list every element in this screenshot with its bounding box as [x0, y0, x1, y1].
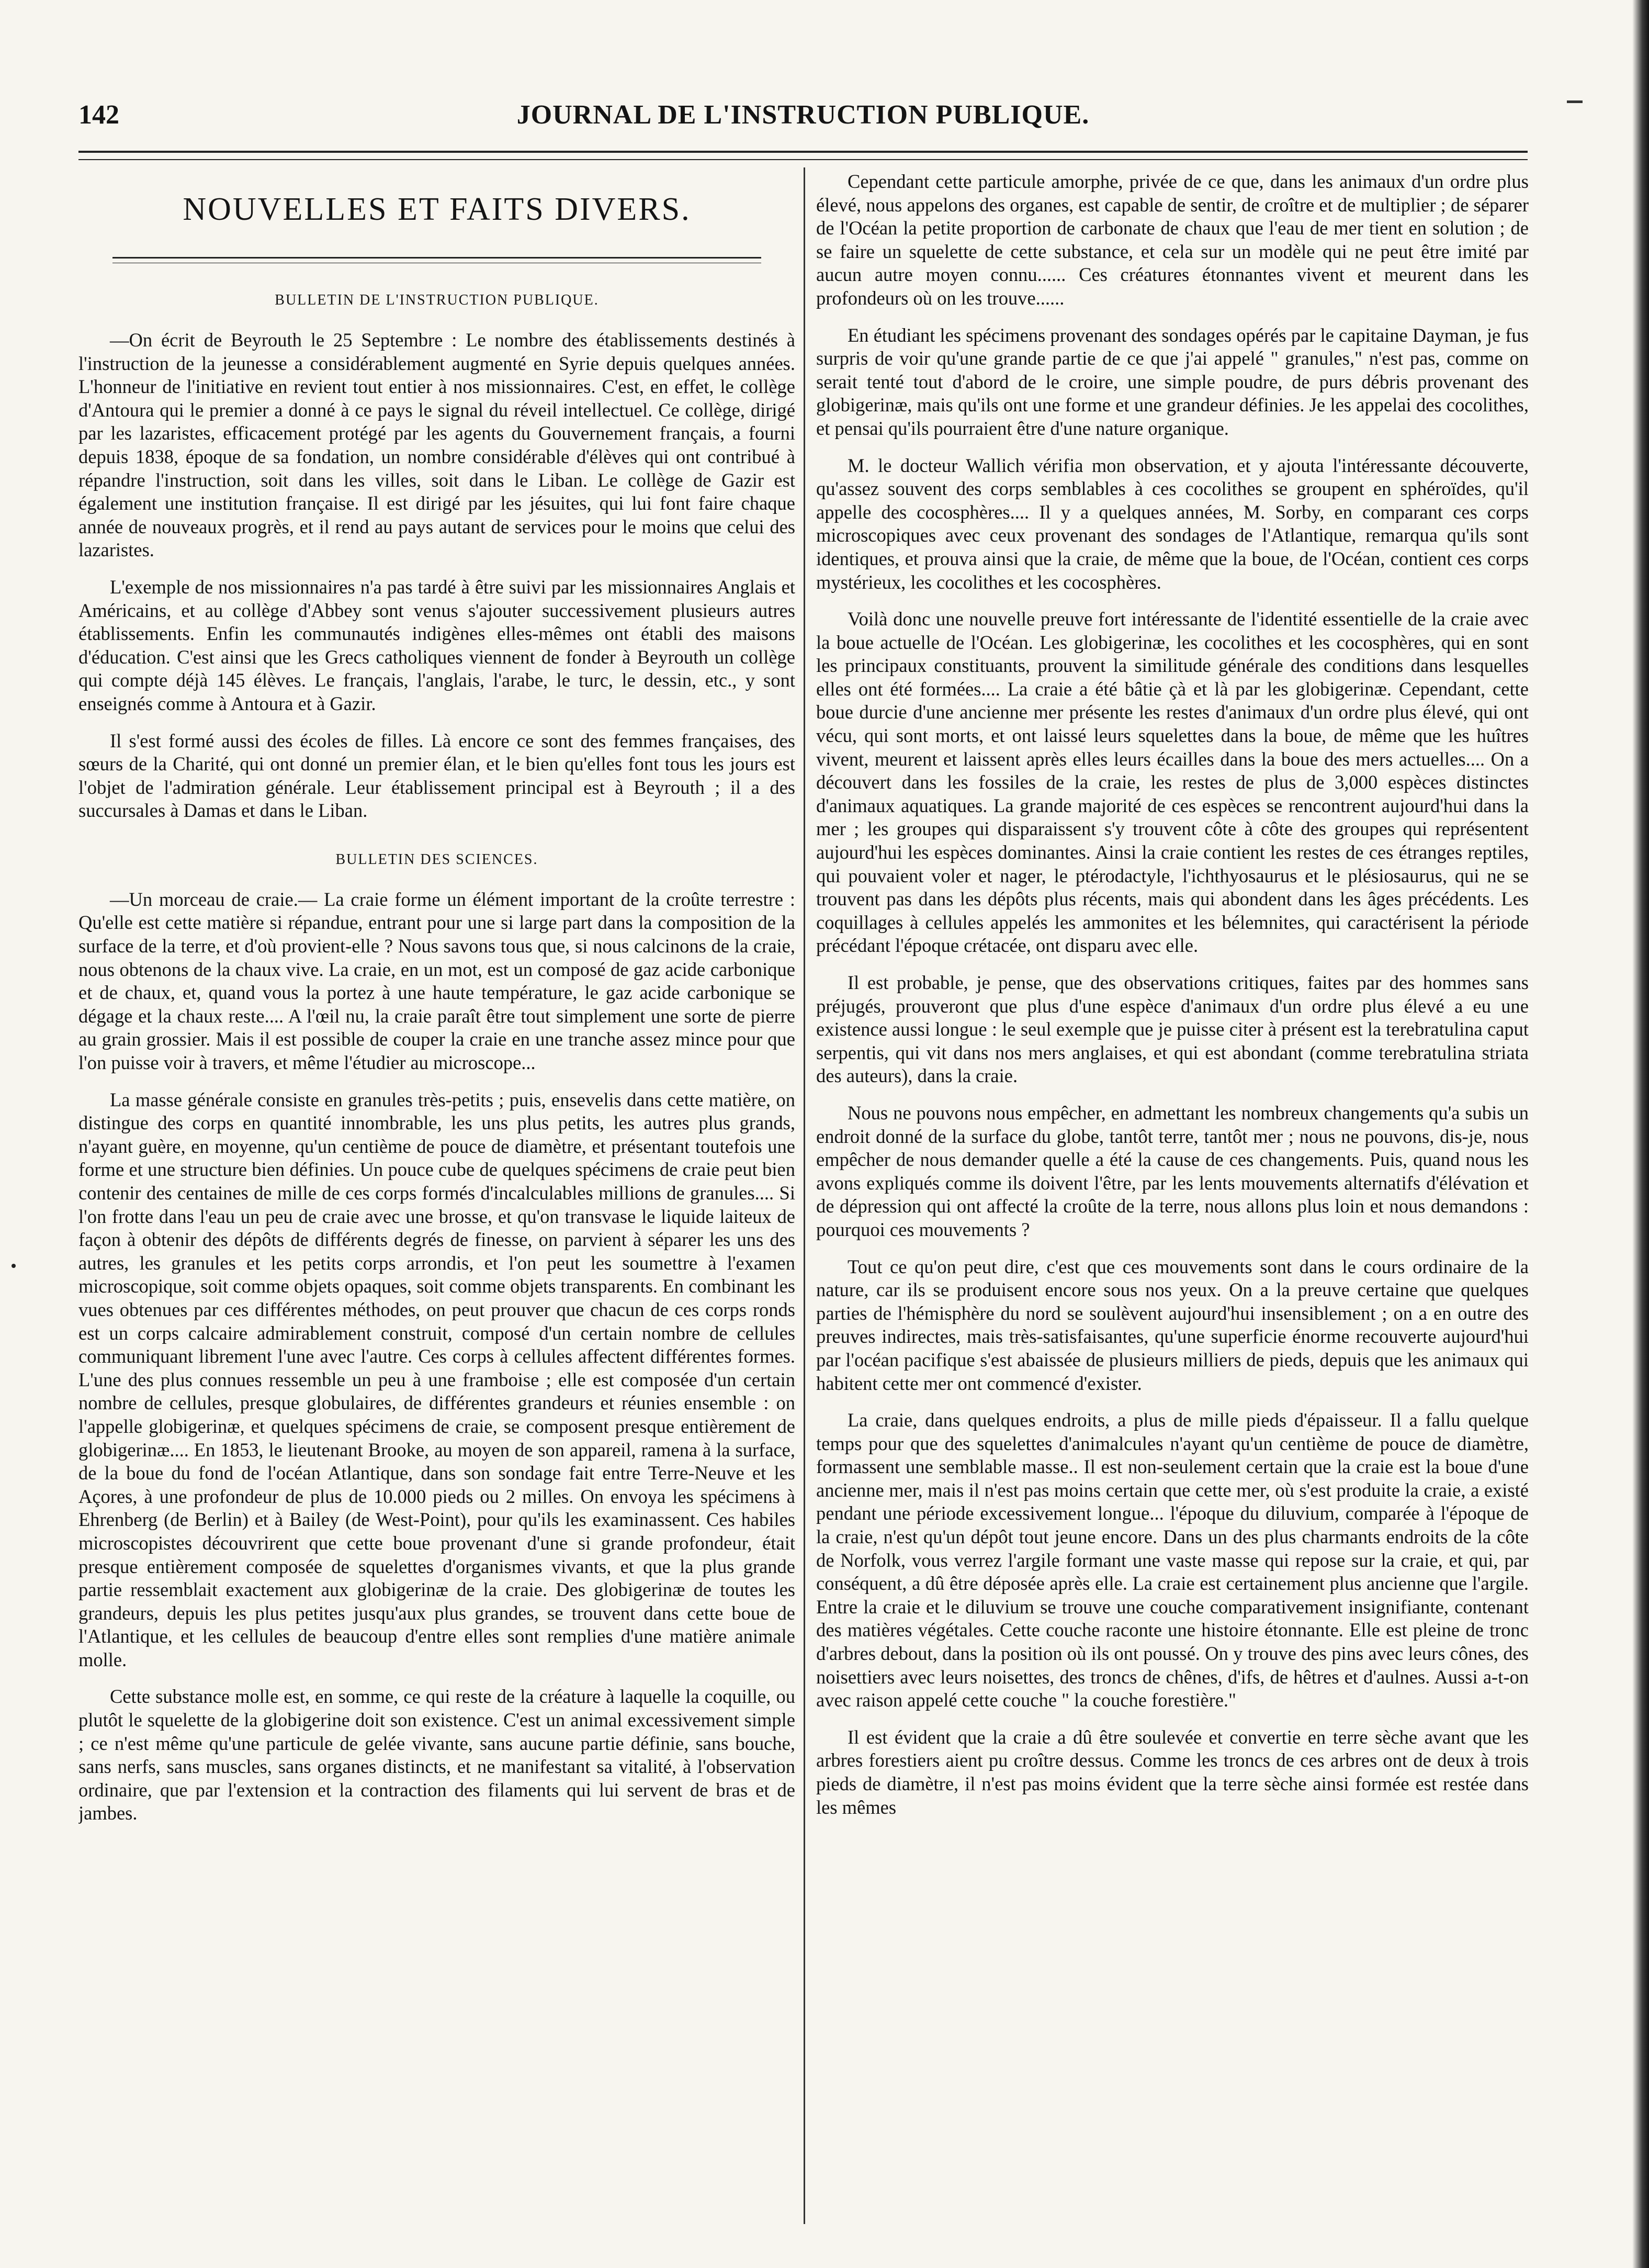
page-header [78, 99, 1528, 136]
header-rule [78, 151, 1528, 160]
left-column [78, 170, 795, 2221]
page-edge [1632, 0, 1649, 2268]
section-rule [112, 257, 761, 263]
bulletin-instruction-heading: BULLETIN DE L'INSTRUCTION PUBLIQUE. [275, 292, 599, 308]
paragraph: —Un morceau de craie.— La craie forme un élément important de la croûte terrestre : Qu'elle est cette matière si répandue, entrant pour une si large part dans la composition de la surface de la terre, et d'où provient-elle ? Nous savons tous que, si nous calcinons de la craie, nous obtenons de la chaux vive. La craie, en un mot, est un composé de gaz acide carbonique et de chaux, et, quand vous la portez à une haute température, le gaz acide carbonique se dégage et la chaux reste.... A l'œil nu, la craie paraît être tout simplement une sorte de pierre au grain grossier. Mais il est possible de couper la craie en une tranche assez mince pour que l'on puisse voir à travers, et même l'étudier au microscope... [78, 888, 795, 1074]
paragraph: La masse générale consiste en granules très-petits ; puis, ensevelis dans cette matière, on distingue des corps en quantité innombrable, les uns plus petits, les autres plus grands, n'ayant guère, en moyenne, qu'un centième de pouce de diamètre, et présentant toutefois une forme et une structure bien définies. Un pouce cube de quelques spécimens de craie peut bien contenir des centaines de mille de ces corps formés d'incalculables millions de granules.... Si l'on frotte dans l'eau un peu de craie avec une brosse, et qu'on transvase le liquide laiteux de façon à obtenir des dépôts de différents degrés de finesse, on parvient à séparer les uns des autres, les granules et les petits corps arrondis, et l'on peut les soumettre à l'examen microscopique, soit comme objets opaques, soit comme objets transparents. En combinant les vues obtenues par ces différentes méthodes, on peut prouver que chacun de ces corps ronds est un corps calcaire admirablement construit, composé d'un certain nombre de cellules communiquant librement l'une avec l'autre. Ces corps à cellules affectent différentes formes. L'une des plus connues ressemble un peu à une framboise ; elle est composée d'un certain nombre de cellules, presque globulaires, de différentes grandeurs et réunies ensemble : on l'appelle globigerinæ, et quelques spécimens de craie, se composent presque entièrement de globigerinæ.... En 1853, le lieutenant Brooke, au moyen de son appareil, ramena à la surface, de la boue du fond de l'océan Atlantique, dans son sondage fait entre Terre-Neuve et les Açores, à une profondeur de plus de 10.000 pieds ou 2 milles. On envoya les spécimens à Ehrenberg (de Berlin) et à Bailey (de West-Point), pour qu'ils les examinassent. Ces habiles microscopistes découvrirent que cette boue provenant d'une si grande profondeur, était presque entièrement composée de squelettes d'organismes vivants, et que la plus grande partie ressemblait exactement aux globigerinæ de la craie. Des globigerinæ de toutes les grandeurs, depuis les plus petites jusqu'aux plus grandes, se trouvent dans cette boue de l'Atlantique, et les cellules de beaucoup d'entre elles sont remplies d'une matière animale molle. [78, 1088, 795, 1670]
right-column [816, 170, 1529, 2227]
paragraph: En étudiant les spécimens provenant des sondages opérés par le capitaine Dayman, je fus surpris de voir qu'une grande partie de ce que j'ai appelé " granules," n'est pas, comme on serait tenté tout d'abord de le croire, une simple poudre, de purs débris provenant des globigerinæ, mais qu'ils ont une forme et une grandeur définies. Je les appelai des cocolithes, et pensai qu'ils pourraient être d'une nature organique. [816, 324, 1529, 439]
paragraph: Il est évident que la craie a dû être soulevée et convertie en terre sèche avant que les arbres forestiers aient pu croître dessus. Comme les troncs de ces arbres ont de deux à trois pieds de diamètre, il n'est pas moins évident que la terre sèche ainsi formée est restée dans les mêmes [816, 1726, 1529, 1818]
paragraph: Il s'est formé aussi des écoles de filles. Là encore ce sont des femmes françaises, des sœurs de la Charité, qui ont donné un premier élan, et le bien qu'elles font tous les jours est l'objet de l'admiration générale. Leur établissement principal est à Beyrouth ; il a des succursales à Damas et dans le Liban. [78, 729, 795, 822]
section-title: NOUVELLES ET FAITS DIVERS. [183, 192, 691, 227]
journal-title: JOURNAL DE L'INSTRUCTION PUBLIQUE. [516, 100, 1090, 130]
bulletin-sciences-heading: BULLETIN DES SCIENCES. [335, 851, 538, 868]
paragraph: Nous ne pouvons nous empêcher, en admettant les nombreux changements qu'a subis un endroit donné de la surface du globe, tantôt terre, tantôt mer ; nous ne pouvons, dis-je, nous empêcher de nous demander quelle a été la cause de ces changements. Puis, quand nous les avons expliqués comme ils doivent l'être, par les lents mouvements alternatifs d'élévation et de dépression qui ont affecté la croûte de la terre, nous allons plus loin et nous demandons : pourquoi ces mouvements ? [816, 1102, 1529, 1240]
page-number: 142 [78, 100, 119, 130]
paragraph: La craie, dans quelques endroits, a plus de mille pieds d'épaisseur. Il a fallu quelque temps pour que des squelettes d'animalcules n'ayant qu'un centième de pouce de diamètre, formassent une semblable masse.. Il est non-seulement certain que la craie est la boue d'une ancienne mer, mais il n'est pas moins certain que cette mer, où s'est produite la craie, a existé pendant une période excessivement longue... l'époque du diluvium, comparée à l'époque de la craie, n'est qu'un dépôt tout jeune encore. Dans un des plus charmants endroits de la côte de Norfolk, vous verrez l'argile formant une vaste masse qui repose sur la craie, et qui, par conséquent, a dû être déposée après elle. La craie est certainement plus ancienne que l'argile. Entre la craie et le diluvium se trouve une couche comparativement insignifiante, contenant des matières végétales. Cette couche raconte une histoire étonnante. Elle est pleine de tronc d'arbres debout, dans la position où ils ont poussé. On y trouve des pins avec leurs cônes, des noisettiers avec leurs noisettes, des troncs de chênes, d'ifs, de hêtres et d'aulnes. Aussi a-t-on avec raison appelé cette couche " la couche forestière." [816, 1409, 1529, 1711]
paragraph: —On écrit de Beyrouth le 25 Septembre : Le nombre des établissements destinés à l'instruction de la jeunesse a considérablement augmenté en Syrie depuis quelques années. L'honneur de l'initiative en revient tout entier à nos missionnaires. C'est, en effet, le collège d'Antoura qui le premier a donné à ce pays le signal du réveil intellectuel. Ce collège, dirigé par les lazaristes, efficacement protégé par les agents du Gouvernement français, a fourni depuis 1838, époque de sa fondation, un nombre considérable d'élèves qui ont contribué à répandre l'instruction, soit dans les villes, soit dans le Liban. Le collège de Gazir est également une institution française. Il est dirigé par les jésuites, qui lui font faire chaque année de nouveaux progrès, et il rend au pays autant de services pour le moins que celui des lazaristes. [78, 329, 795, 561]
paragraph: L'exemple de nos missionnaires n'a pas tardé à être suivi par les missionnaires Anglais et Américains, et au collège d'Abbey sont venus s'ajouter successivement plusieurs autres établissements. Enfin les communautés indigènes elles-mêmes ont établi des maisons d'éducation. C'est ainsi que les Grecs catholiques viennent de fonder à Beyrouth un collège qui compte déjà 145 élèves. Le français, l'anglais, l'arabe, le turc, le dessin, etc., y sont enseignés comme à Antoura et à Gazir. [78, 576, 795, 714]
paragraph: Cette substance molle est, en somme, ce qui reste de la créature à laquelle la coquille, ou plutôt le squelette de la globigerine doit son existence. C'est un animal excessivement simple ; ce n'est même qu'une particule de gelée vivante, sans aucune partie définie, sans bouche, sans nerfs, sans muscles, sans organes distincts, et ne manifestant sa vitalité, à l'observation ordinaire, que par l'extension et la contraction des filaments qui lui servent de bras et de jambes. [78, 1686, 795, 1824]
column-separator [804, 167, 805, 2224]
paragraph: Voilà donc une nouvelle preuve fort intéressante de l'identité essentielle de la craie avec la boue actuelle de l'Océan. Les globigerinæ, les cocolithes et les cocosphères, qui en sont les principaux constituants, prouvent la similitude générale des conditions dans lesquelles elles ont été formées.... La craie a été bâtie çà et là par les globigerinæ. Cependant, cette boue durcie d'une ancienne mer présente les restes d'animaux d'un ordre plus élevé, qui ont vécu, qui sont morts, et ont laissé leurs squelettes dans la boue, de même que les huîtres vivent, meurent et laissent après elles leurs écailles dans la boue des mers actuelles.... On a découvert dans les fossiles de la craie, les restes de plus de 3,000 espèces distinctes d'animaux aquatiques. La grande majorité de ces espèces se rencontrent aujourd'hui dans la mer ; les groupes qui disparaissent s'y trouvent côte à côte des groupes qui représentent aujourd'hui les espèces dominantes. Ainsi la craie contient les restes de ces étranges reptiles, qui pouvaient voler et nager, le ptérodactyle, l'ichthyosaurus et le plésiosaurus, qui ne se trouvent pas dans les dépôts plus récents, mais qui abondent dans les âges précédents. Les coquillages à cellules appelés les ammonites et les bélemnites, qui caractérisent la période précédant l'époque crétacée, ont disparu avec elle. [816, 608, 1529, 957]
paragraph: M. le docteur Wallich vérifia mon observation, et y ajouta l'intéressante découverte, qu'assez souvent des corps semblables à ces cocolithes se groupent en sphéroïdes, qu'il appelle des cocosphères.... Il y a quelques années, M. Sorby, en comparant ces corps microscopiques avec ceux provenant des sondages de l'Atlantique, remarqua qu'ils sont identiques, et prouva ainsi que la craie, de même que la boue, de l'Océan, contient ces corps mystérieux, les cocolithes et les cocosphères. [816, 454, 1529, 593]
paragraph: Cependant cette particule amorphe, privée de ce que, dans les animaux d'un ordre plus élevé, nous appelons des organes, est capable de sentir, de croître et de multiplier ; de séparer de l'Océan la petite proportion de carbonate de chaux que l'eau de mer tient en solution ; de se faire un squelette de cette substance, et cela sur un modèle qui ne peut être imité par aucun autre moyen connu...... Ces créatures étonnantes vivent et meurent dans les profondeurs où on les trouve...... [816, 171, 1529, 309]
paragraph: Tout ce qu'on peut dire, c'est que ces mouvements sont dans le cours ordinaire de la nature, car ils se produisent encore sous nos yeux. On a la preuve certaine que quelques parties de l'hémisphère du nord se soulèvent aujourd'hui insensiblement ; on a en outre des preuves indirectes, mais très-satisfaisantes, qu'une superficie énorme recouverte aujourd'hui par l'océan pacifique s'est abaissée de plusieurs milliers de pieds, depuis que les animaux qui habitent cette mer ont commencé d'exister. [816, 1255, 1529, 1394]
print-mark [1567, 100, 1583, 103]
paragraph: Il est probable, je pense, que des observations critiques, faites par des hommes sans préjugés, prouveront que plus d'une espèce d'animaux d'un ordre plus élevé a eu une existence aussi longue : le seul exemple que je puisse citer à présent est la terebratulina caput serpentis, qui vit dans nos mers anglaises, et qui est abondant (comme terebratulina striata des auteurs), dans la craie. [816, 972, 1529, 1087]
margin-speck [12, 1264, 16, 1268]
